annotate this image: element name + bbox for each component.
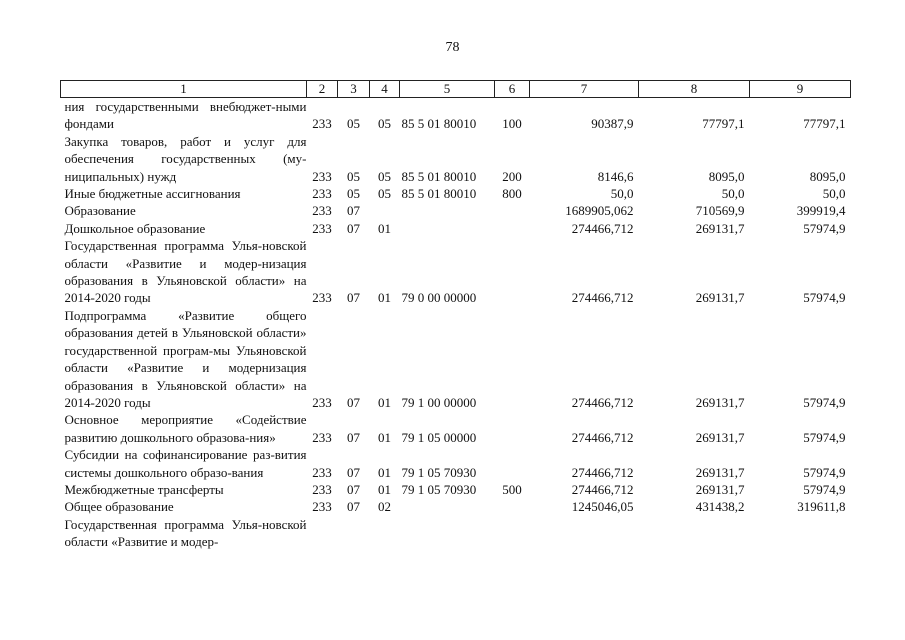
value-cell: 233 — [312, 116, 332, 132]
value-cell: 05 — [347, 186, 360, 202]
value-cell: 01 — [378, 481, 391, 497]
value-cell: 79 1 00 00000 — [401, 394, 477, 410]
value-cell: 500 — [502, 481, 522, 497]
value-cell: 710569,9 — [695, 203, 745, 219]
value-cell: 233 — [312, 290, 332, 306]
value-cell: 01 — [378, 429, 391, 445]
row-name-cell: Субсидии на софинансирование раз-вития системы дошкольного образо-вания — [64, 447, 307, 480]
value-cell: 90387,9 — [591, 116, 634, 132]
value-cell: 200 — [502, 168, 522, 184]
value-cell — [495, 202, 530, 219]
value-cell: 1689905,062 — [565, 203, 634, 219]
row-name-cell: Образование — [64, 203, 136, 219]
table-row — [61, 220, 851, 237]
value-cell: 274466,712 — [571, 481, 634, 497]
row-name-cell: ния государственными внебюджет-ными фондами — [64, 99, 307, 132]
value-cell: 05 — [347, 116, 360, 132]
value-cell: 07 — [347, 429, 360, 445]
value-cell: 269131,7 — [695, 429, 745, 445]
value-cell: 233 — [312, 394, 332, 410]
column-header: 4 — [370, 81, 400, 98]
row-name-cell: Основное мероприятие «Содействие развитию дошкольного образова-ния» — [64, 412, 307, 445]
value-cell: 57974,9 — [803, 220, 846, 236]
row-name-cell: Дошкольное образование — [64, 220, 206, 236]
value-cell: 100 — [502, 116, 522, 132]
value-cell: 07 — [347, 203, 360, 219]
value-cell: 57974,9 — [803, 290, 846, 306]
value-cell: 233 — [312, 168, 332, 184]
value-cell: 50,0 — [721, 186, 745, 202]
table-row — [61, 516, 851, 551]
value-cell — [400, 516, 495, 551]
value-cell: 1245046,05 — [571, 499, 634, 515]
row-name-cell: Государственная программа Улья-новской области «Развитие и модер- — [64, 516, 307, 550]
value-cell: 77797,1 — [702, 116, 745, 132]
value-cell — [495, 220, 530, 237]
value-cell: 79 1 05 70930 — [401, 464, 477, 480]
value-cell: 233 — [312, 203, 332, 219]
value-cell: 269131,7 — [695, 481, 745, 497]
table-row — [61, 133, 851, 185]
value-cell: 233 — [312, 186, 332, 202]
row-name-cell: Межбюджетные трансферты — [64, 481, 224, 497]
column-header: 5 — [400, 81, 495, 98]
value-cell — [495, 307, 530, 411]
value-cell: 05 — [378, 168, 391, 184]
column-header: 8 — [639, 81, 750, 98]
column-header: 3 — [338, 81, 370, 98]
value-cell: 79 1 05 00000 — [401, 429, 477, 445]
value-cell: 319611,8 — [797, 499, 846, 515]
value-cell: 269131,7 — [695, 220, 745, 236]
value-cell — [338, 516, 370, 551]
value-cell — [639, 516, 750, 551]
value-cell — [307, 516, 338, 551]
value-cell: 01 — [378, 464, 391, 480]
value-cell: 800 — [502, 186, 522, 202]
value-cell: 274466,712 — [571, 429, 634, 445]
value-cell: 07 — [347, 394, 360, 410]
value-cell: 02 — [378, 499, 391, 515]
value-cell: 269131,7 — [695, 464, 745, 480]
column-header: 7 — [530, 81, 639, 98]
value-cell — [370, 516, 400, 551]
value-cell: 57974,9 — [803, 394, 846, 410]
value-cell: 01 — [378, 290, 391, 306]
column-header: 1 — [61, 81, 307, 98]
table-header — [61, 81, 851, 98]
value-cell: 233 — [312, 499, 332, 515]
value-cell — [400, 220, 495, 237]
value-cell: 77797,1 — [803, 116, 846, 132]
value-cell: 399919,4 — [796, 203, 846, 219]
row-name-cell: Общее образование — [64, 499, 174, 515]
value-cell: 269131,7 — [695, 394, 745, 410]
value-cell: 274466,712 — [571, 290, 634, 306]
value-cell — [495, 237, 530, 307]
value-cell — [495, 498, 530, 515]
table-row — [61, 185, 851, 202]
value-cell — [400, 202, 495, 219]
value-cell: 8095,0 — [708, 168, 745, 184]
value-cell: 233 — [312, 464, 332, 480]
value-cell — [495, 411, 530, 446]
value-cell: 8146,6 — [597, 168, 634, 184]
value-cell: 85 5 01 80010 — [401, 186, 477, 202]
value-cell: 05 — [347, 168, 360, 184]
column-header: 9 — [750, 81, 851, 98]
row-name-cell: Иные бюджетные ассигнования — [64, 186, 241, 202]
table-row — [61, 498, 851, 515]
value-cell: 79 1 05 70930 — [401, 481, 477, 497]
row-name-cell: Закупка товаров, работ и услуг для обеспечения государственных (му-ниципальных) нужд — [64, 133, 307, 184]
value-cell: 01 — [378, 220, 391, 236]
value-cell: 79 0 00 00000 — [401, 290, 477, 306]
value-cell: 431438,2 — [695, 499, 745, 515]
value-cell — [400, 498, 495, 515]
value-cell: 50,0 — [610, 186, 634, 202]
page-number: 78 — [445, 40, 460, 55]
value-cell: 274466,712 — [571, 220, 634, 236]
value-cell — [495, 446, 530, 481]
column-header: 2 — [307, 81, 338, 98]
table-row — [61, 446, 851, 481]
value-cell: 233 — [312, 220, 332, 236]
value-cell: 85 5 01 80010 — [401, 168, 477, 184]
table-row — [61, 202, 851, 219]
value-cell: 07 — [347, 290, 360, 306]
value-cell: 233 — [312, 481, 332, 497]
budget-table — [60, 80, 851, 551]
value-cell — [370, 202, 400, 219]
value-cell: 8095,0 — [809, 168, 846, 184]
value-cell: 274466,712 — [571, 464, 634, 480]
value-cell: 233 — [312, 429, 332, 445]
value-cell: 50,0 — [822, 186, 846, 202]
table-row — [61, 98, 851, 133]
value-cell: 274466,712 — [571, 394, 634, 410]
table-body — [61, 98, 851, 551]
value-cell: 07 — [347, 220, 360, 236]
row-name-cell: Подпрограмма «Развитие общего образования детей в Ульяновской области» государственной програм-мы Ульяновской области «Развитие и модернизация образования в Ульяновской области» на 2014-2020 годы — [64, 307, 307, 410]
value-cell: 05 — [378, 116, 391, 132]
value-cell: 07 — [347, 464, 360, 480]
table-row — [61, 307, 851, 411]
value-cell: 57974,9 — [803, 429, 846, 445]
table-row — [61, 237, 851, 307]
value-cell: 269131,7 — [695, 290, 745, 306]
table-row — [61, 481, 851, 498]
value-cell — [530, 516, 639, 551]
value-cell: 57974,9 — [803, 481, 846, 497]
value-cell: 07 — [347, 481, 360, 497]
value-cell — [750, 516, 851, 551]
row-name-cell: Государственная программа Улья-новской области «Развитие и модер-низация образования в Ульяновской области» на 2014-2020 годы — [64, 238, 307, 306]
table-row — [61, 411, 851, 446]
value-cell: 07 — [347, 499, 360, 515]
value-cell — [495, 516, 530, 551]
value-cell: 85 5 01 80010 — [401, 116, 477, 132]
value-cell: 05 — [378, 186, 391, 202]
column-header: 6 — [495, 81, 530, 98]
value-cell: 57974,9 — [803, 464, 846, 480]
value-cell: 01 — [378, 394, 391, 410]
